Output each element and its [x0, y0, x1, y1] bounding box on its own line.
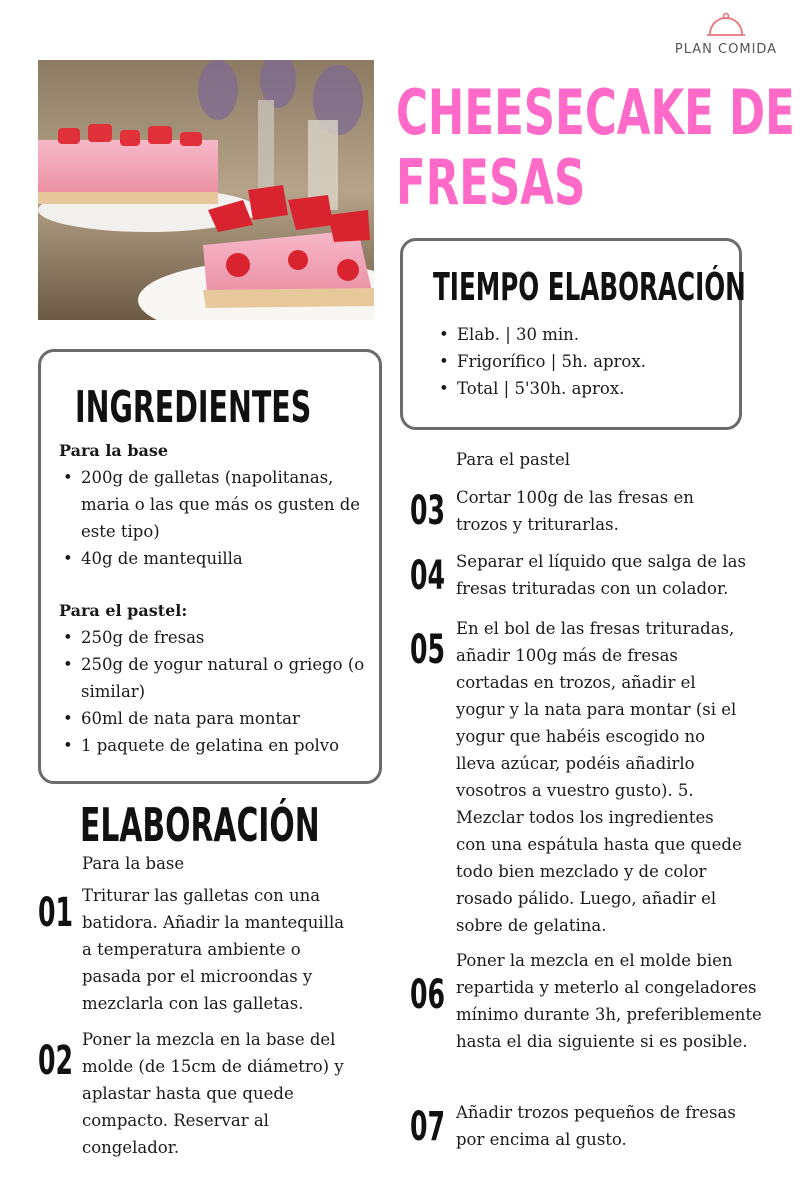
step-number: 04 — [410, 553, 446, 599]
step-number: 03 — [410, 488, 446, 534]
step-text: Triturar las galletas con una batidora. Añadir la mantequilla a temperatura ambiente o pasada por el microondas y mezclarla con las galletas. — [82, 886, 345, 1013]
time-item: • Frigorífico | 5h. aprox. — [435, 348, 735, 375]
ingredient-item: • 250g de fresas — [59, 624, 365, 651]
ingredient-item: • 250g de yogur natural o griego (o similar) — [59, 651, 365, 705]
title-line-1: CHEESECAKE DE — [396, 76, 795, 149]
step-number: 06 — [410, 972, 446, 1018]
cheesecake-photo — [38, 60, 374, 320]
ingredient-item: • 40g de mantequilla — [59, 545, 365, 572]
step-text: Separar el líquido que salga de las fresas trituradas con un colador. — [456, 552, 746, 598]
time-item: • Elab. | 30 min. — [435, 321, 735, 348]
ingredient-item: • 1 paquete de gelatina en polvo — [59, 732, 365, 759]
plan-comida-logo — [666, 12, 786, 62]
logo-text: PLAN COMIDA — [674, 42, 778, 57]
base-section-label: Para la base — [82, 854, 185, 873]
cake-label: Para el pastel: — [59, 601, 188, 620]
time-item: • Total | 5'30h. aprox. — [435, 375, 735, 402]
elaboration-heading: ELABORACIÓN — [80, 798, 320, 852]
step-number: 05 — [410, 627, 446, 673]
step-number: 07 — [410, 1104, 446, 1150]
title-line-2: FRESAS — [396, 146, 586, 219]
step-text: Poner la mezcla en la base del molde (de 15cm de diámetro) y aplastar hasta que quede compacto. Reservar al congelador. — [82, 1030, 344, 1157]
cloche-icon — [704, 12, 748, 40]
step-text: En el bol de las fresas trituradas, añadir 100g más de fresas cortadas en trozos, añadir el yogur y la nata para montar (si el yogur que habéis escogido no lleva azúcar, podéis añadirlo vosotros a vuestro gusto). 5. Mezclar todos los ingredientes con una espátula hasta que quede todo bien mezclado y de color rosado pálido. Luego, añadir el sobre de gelatina. — [456, 619, 742, 935]
step-text: Añadir trozos pequeños de fresas por encima al gusto. — [456, 1103, 736, 1149]
ingredients-box — [38, 349, 382, 784]
cake-ingredients-list — [59, 624, 365, 759]
step-number: 01 — [38, 890, 74, 936]
recipe-title — [396, 76, 795, 219]
ingredients-heading: INGREDIENTES — [75, 382, 312, 433]
step-text: Poner la mezcla en el molde bien repartida y meterlo al congeladores mínimo durante 3h, preferiblemente hasta el dia siguiente si es posible. — [456, 951, 762, 1051]
base-label: Para la base — [59, 441, 169, 460]
ingredients-body — [59, 438, 365, 759]
ingredient-item: • 200g de galletas (napolitanas, maria o las que más os gusten de este tipo) — [59, 464, 365, 545]
step-text: Cortar 100g de las fresas en trozos y triturarlas. — [456, 488, 694, 534]
time-box — [400, 238, 746, 430]
ingredient-item: • 60ml de nata para montar — [59, 705, 365, 732]
base-ingredients-list — [59, 464, 365, 572]
time-list — [435, 321, 735, 402]
time-heading: TIEMPO ELABORACIÓN — [433, 265, 746, 309]
cake-section-label: Para el pastel — [456, 450, 570, 469]
step-number: 02 — [38, 1038, 74, 1084]
